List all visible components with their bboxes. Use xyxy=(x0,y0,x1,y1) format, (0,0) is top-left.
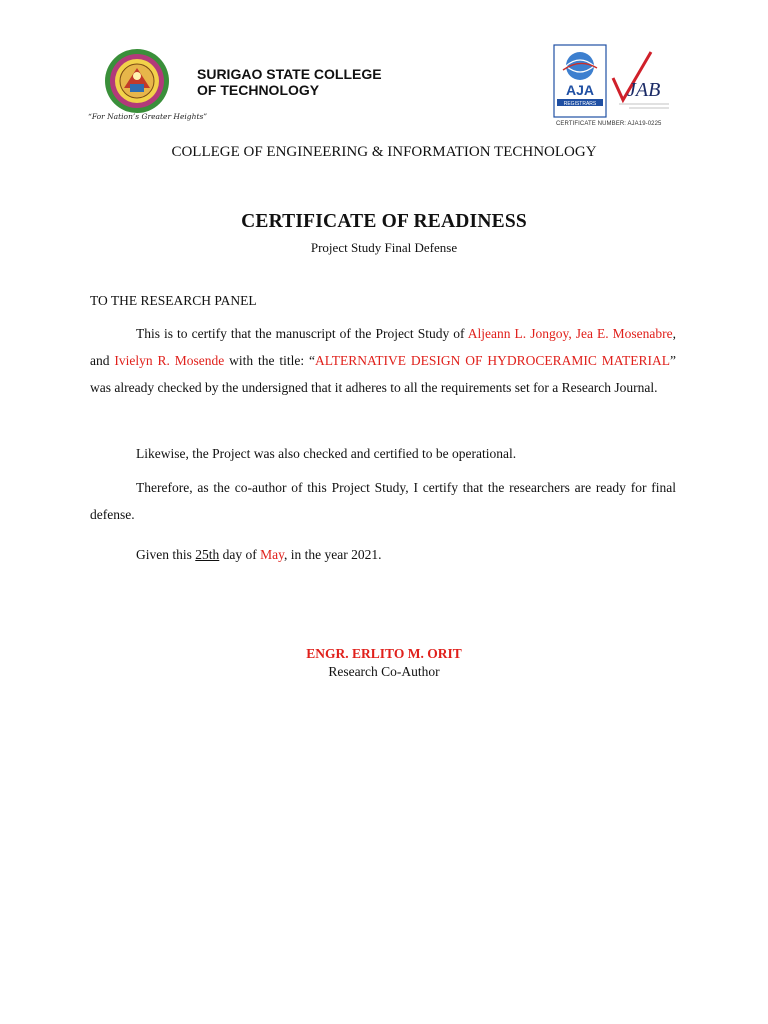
school-name xyxy=(197,66,382,98)
p1-tail: ” was already checked by the undersigned that it adheres to all the requirements set for a Research Journal. xyxy=(90,353,676,395)
college-seal-icon xyxy=(104,48,170,114)
date-lead: Given this xyxy=(136,547,196,562)
college-unit: COLLEGE OF ENGINEERING & INFORMATION TECHNOLOGY xyxy=(171,144,597,160)
aja-sub-label: REGISTRARS xyxy=(563,101,597,107)
paragraph-operational: Likewise, the Project was also checked and certified to be operational. xyxy=(136,446,517,461)
aja-label: AJA xyxy=(565,82,595,98)
paragraph-readiness: Therefore, as the co-author of this Project Study, I certify that the researchers are ready for final defense. xyxy=(90,480,676,522)
date-mid: day of xyxy=(219,547,261,562)
author-name: Jea E. Mosenabre xyxy=(575,326,673,341)
document-title: CERTIFICATE OF READINESS xyxy=(241,211,527,232)
author-name: Ivielyn R. Mosende xyxy=(114,353,225,368)
author-separator: , and xyxy=(90,326,677,368)
paragraph-date xyxy=(90,541,676,568)
college-motto: “For Nation’s Greater Heights” xyxy=(88,112,208,121)
signatory-role: Research Co-Author xyxy=(328,664,440,679)
certification-logos xyxy=(553,44,673,120)
paragraph-certification xyxy=(90,320,676,401)
jab-label: JAB xyxy=(627,79,661,101)
date-month: May xyxy=(260,547,285,562)
project-title: ALTERNATIVE DESIGN OF HYDROCERAMIC MATERIAL xyxy=(314,353,670,368)
author-name: Aljeann L. Jongoy xyxy=(467,326,569,341)
p1-mid: with the title: “ xyxy=(224,353,315,368)
date-tail: , in the year 2021. xyxy=(284,547,382,562)
date-day: 25th xyxy=(195,547,220,562)
certificate-number: CERTIFICATE NUMBER: AJA19-0225 xyxy=(556,121,662,127)
addressee: TO THE RESEARCH PANEL xyxy=(90,293,257,308)
document-subtitle: Project Study Final Defense xyxy=(310,240,458,255)
school-name-line1: SURIGAO STATE COLLEGE xyxy=(197,66,382,82)
p1-lead: This is to certify that the manuscript of the Project Study of xyxy=(136,326,468,341)
author-separator: , xyxy=(568,326,576,341)
school-name-line2: OF TECHNOLOGY xyxy=(197,82,320,98)
signatory-name: ENGR. ERLITO M. ORIT xyxy=(306,646,462,661)
